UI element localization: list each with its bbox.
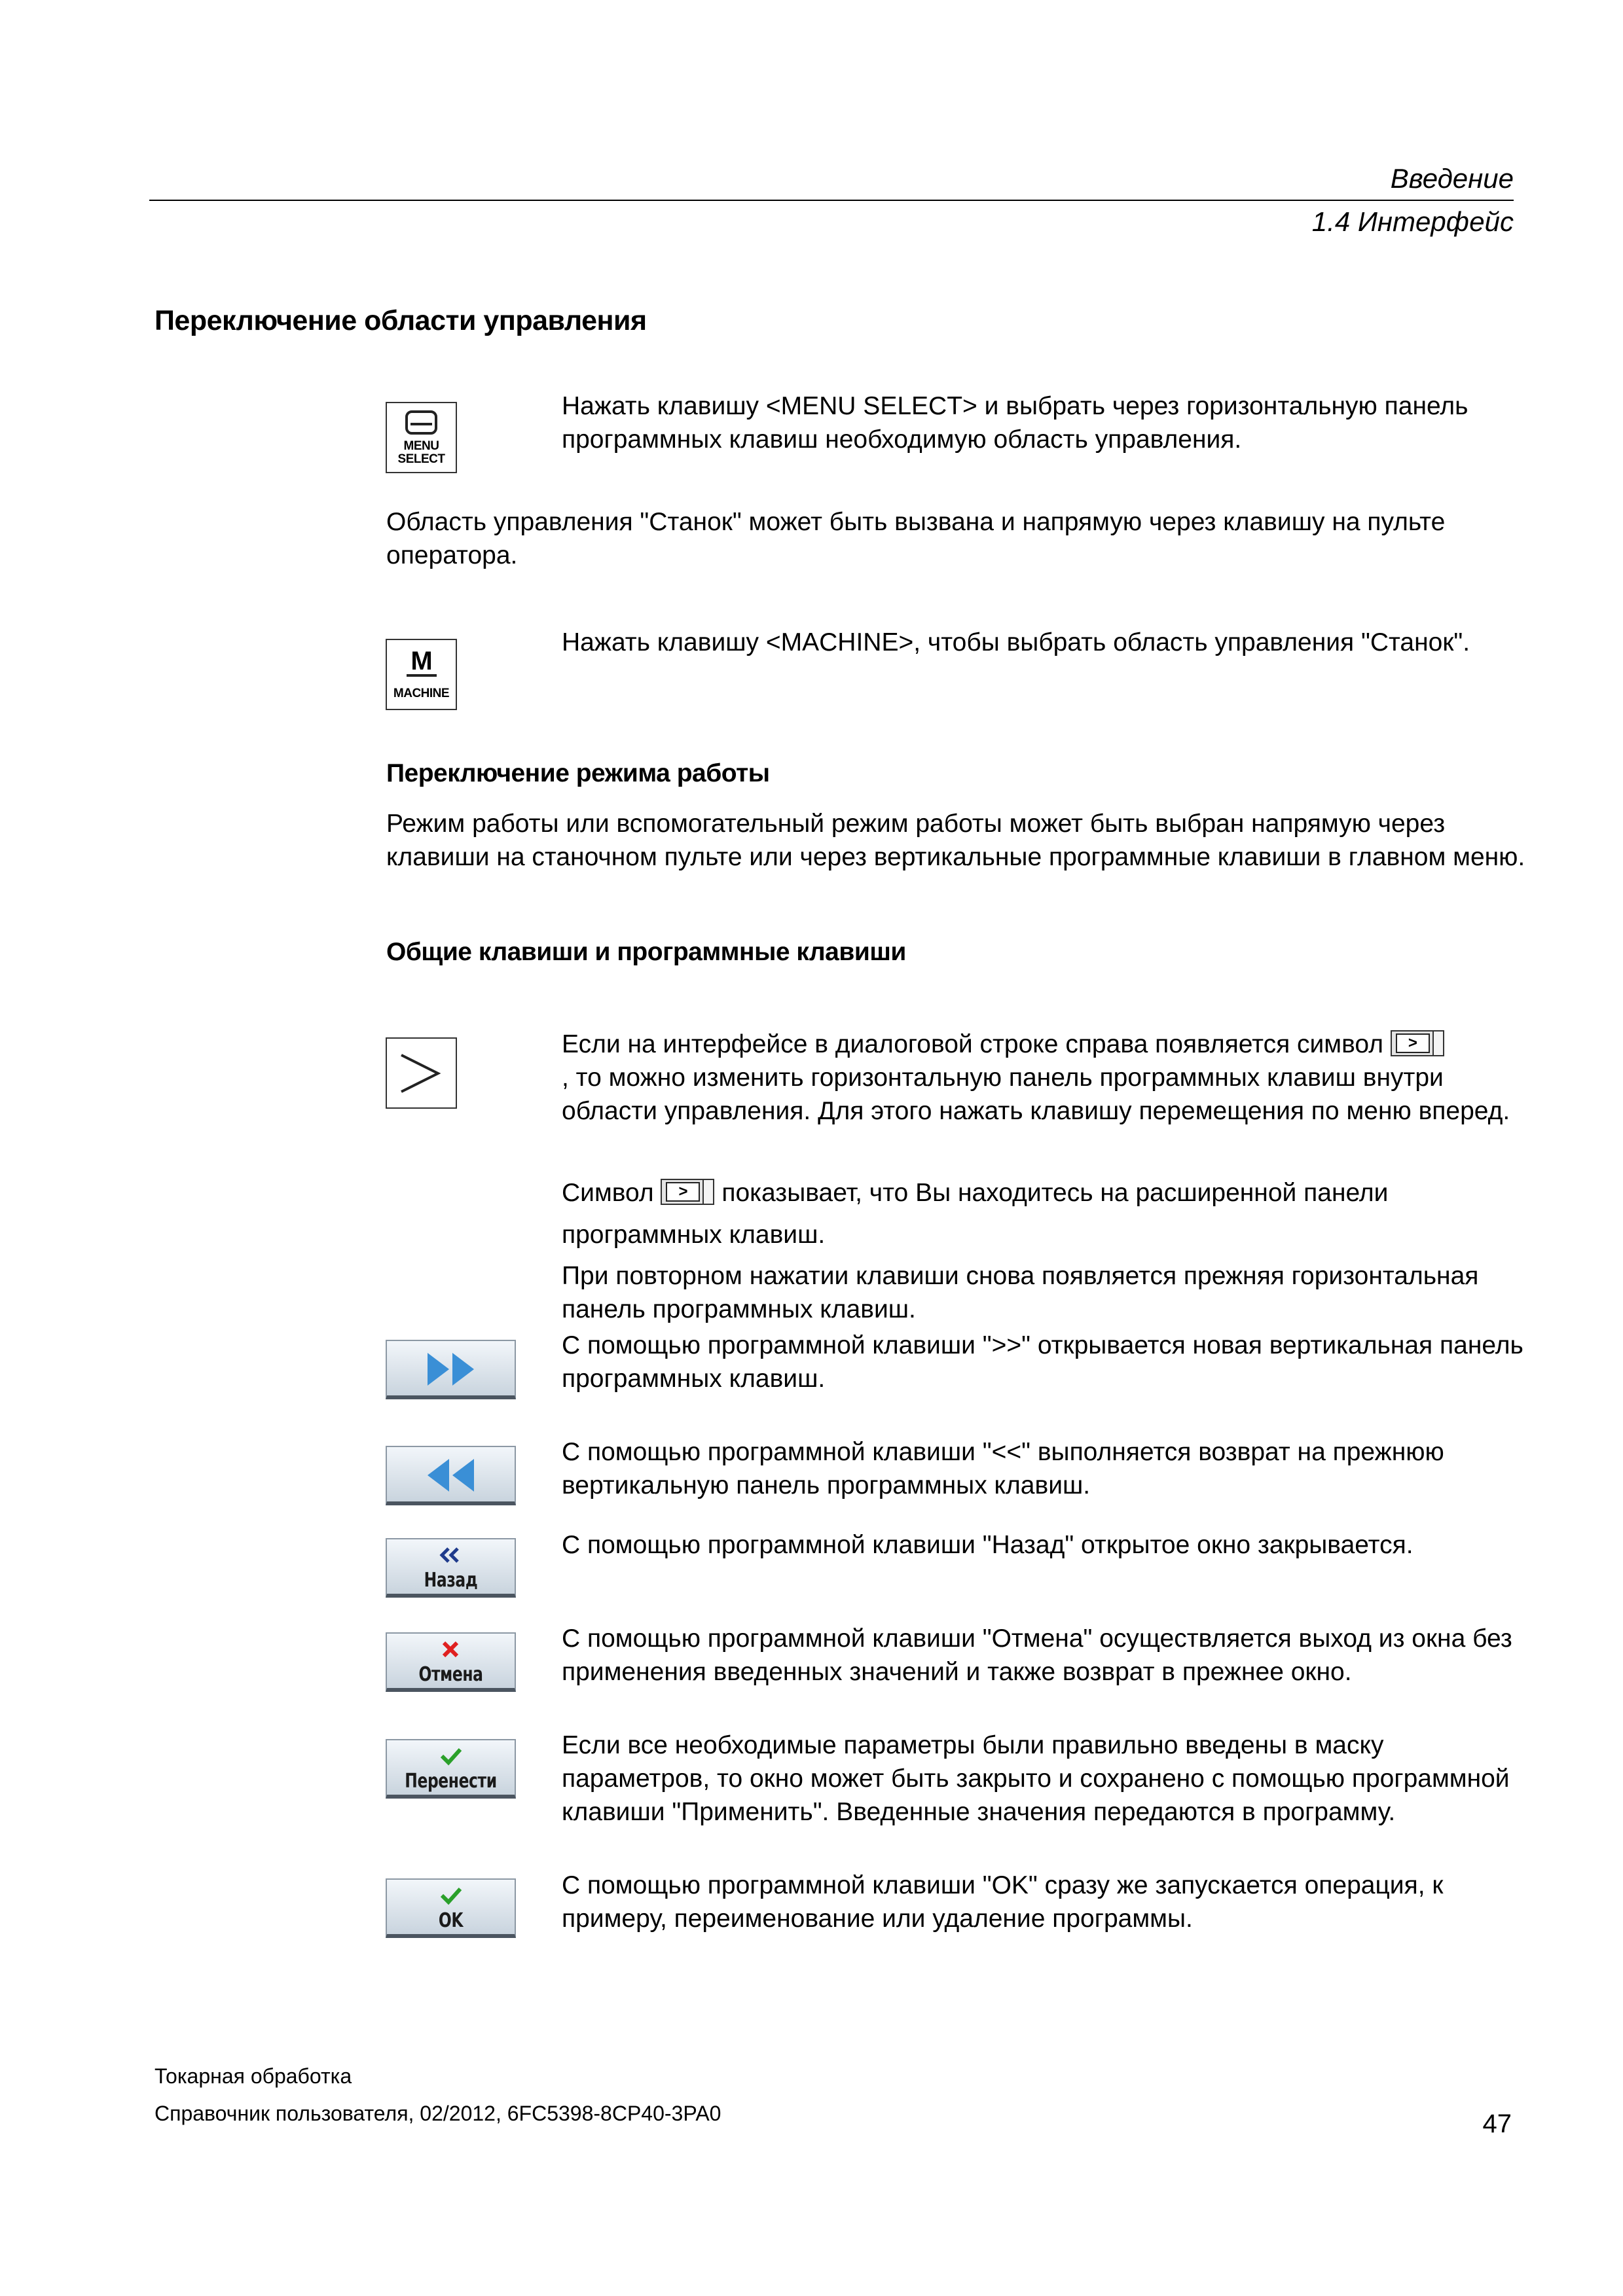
header-rule [149,200,1514,201]
mode-section-heading: Переключение режима работы [386,759,770,787]
machine-key-icon: M MACHINE [386,639,457,710]
menu-select-text: Нажать клавишу <MENU SELECT> и выбрать через горизонтальную панель программных клавиш необходимую область управления. [562,392,1468,454]
softkey-back-panel-text: С помощью программной клавиши "<<" выполняется возврат на прежнюю вертикальную панель программных клавиш. [562,1438,1444,1499]
footer-product: Токарная обработка [155,2064,352,2088]
double-chevron-left-icon [387,1542,515,1568]
softkey-nazad: Назад [386,1538,516,1598]
green-check-icon [387,1743,515,1769]
menu-forward-text: Если на интерфейсе в диалоговой строке справа появляется символ > , то можно изменить горизонтальную панель программных клавиш внутри области управления. Для этого нажать клавишу перемещения по меню вперед. [562,1030,1510,1125]
softkey-nazad-text: С помощью программной клавиши "Назад" открытое окно закрывается. [562,1531,1413,1559]
softkey-otmena-text: С помощью программной клавиши "Отмена" осуществляется выход из окна без применения введенных значений и также возврат в прежнее окно. [562,1624,1512,1686]
softkey-back-panel [386,1446,516,1505]
softkey-otmena: Отмена [386,1632,516,1692]
softkey-forward-text: С помощью программной клавиши ">>" открывается новая вертикальная панель программных клавиш. [562,1331,1523,1393]
page-number: 47 [1482,2109,1512,2138]
page-heading: Переключение области управления [155,305,647,336]
repeat-press-text: При повторном нажатии клавиши снова появляется прежняя горизонтальная панель программных клавиш. [562,1262,1479,1323]
softkey-perenesti-text: Если все необходимые параметры были правильно введены в маску параметров, то окно может быть закрыто и сохранено с помощью программной клавиши "Применить". Введенные значения передаются в программу. [562,1731,1510,1826]
green-check-icon [387,1882,515,1909]
double-forward-icon [387,1345,515,1394]
double-back-icon [387,1451,515,1500]
softkey-ok-text: С помощью программной клавиши "OK" сразу же запускается операция, к примеру, переименование или удаление программы. [562,1871,1444,1933]
softkey-forward [386,1340,516,1399]
chevron-right-key-icon [386,1037,457,1109]
keys-section-heading: Общие клавиши и программные клавиши [386,938,906,966]
machine-text: Нажать клавишу <MACHINE>, чтобы выбрать область управления "Станок". [562,628,1470,656]
extended-symbol-icon: > [661,1179,714,1205]
extended-symbol-text: Символ > показывает, что Вы находитесь на расширенной панели программных клавиш. [562,1179,1389,1249]
footer-manual: Справочник пользователя, 02/2012, 6FC5398-8CP40-3PA0 [155,2102,721,2125]
mode-section-text: Режим работы или вспомогательный режим работы может быть выбран напрямую через клавиши на станочном пульте или через вертикальные программные клавиши в главном меню. [386,810,1525,871]
menu-select-key-icon: MENU SELECT [386,402,457,473]
chapter-title: Введение [1390,163,1514,194]
extend-symbol-icon: > [1391,1030,1444,1056]
softkey-ok: OK [386,1878,516,1938]
softkey-perenesti: Перенести [386,1739,516,1799]
red-x-icon [387,1636,515,1662]
machine-intro-text: Область управления "Станок" может быть вызвана и напрямую через клавишу на пульте оператора. [386,508,1446,569]
section-title: 1.4 Интерфейс [1311,206,1514,237]
